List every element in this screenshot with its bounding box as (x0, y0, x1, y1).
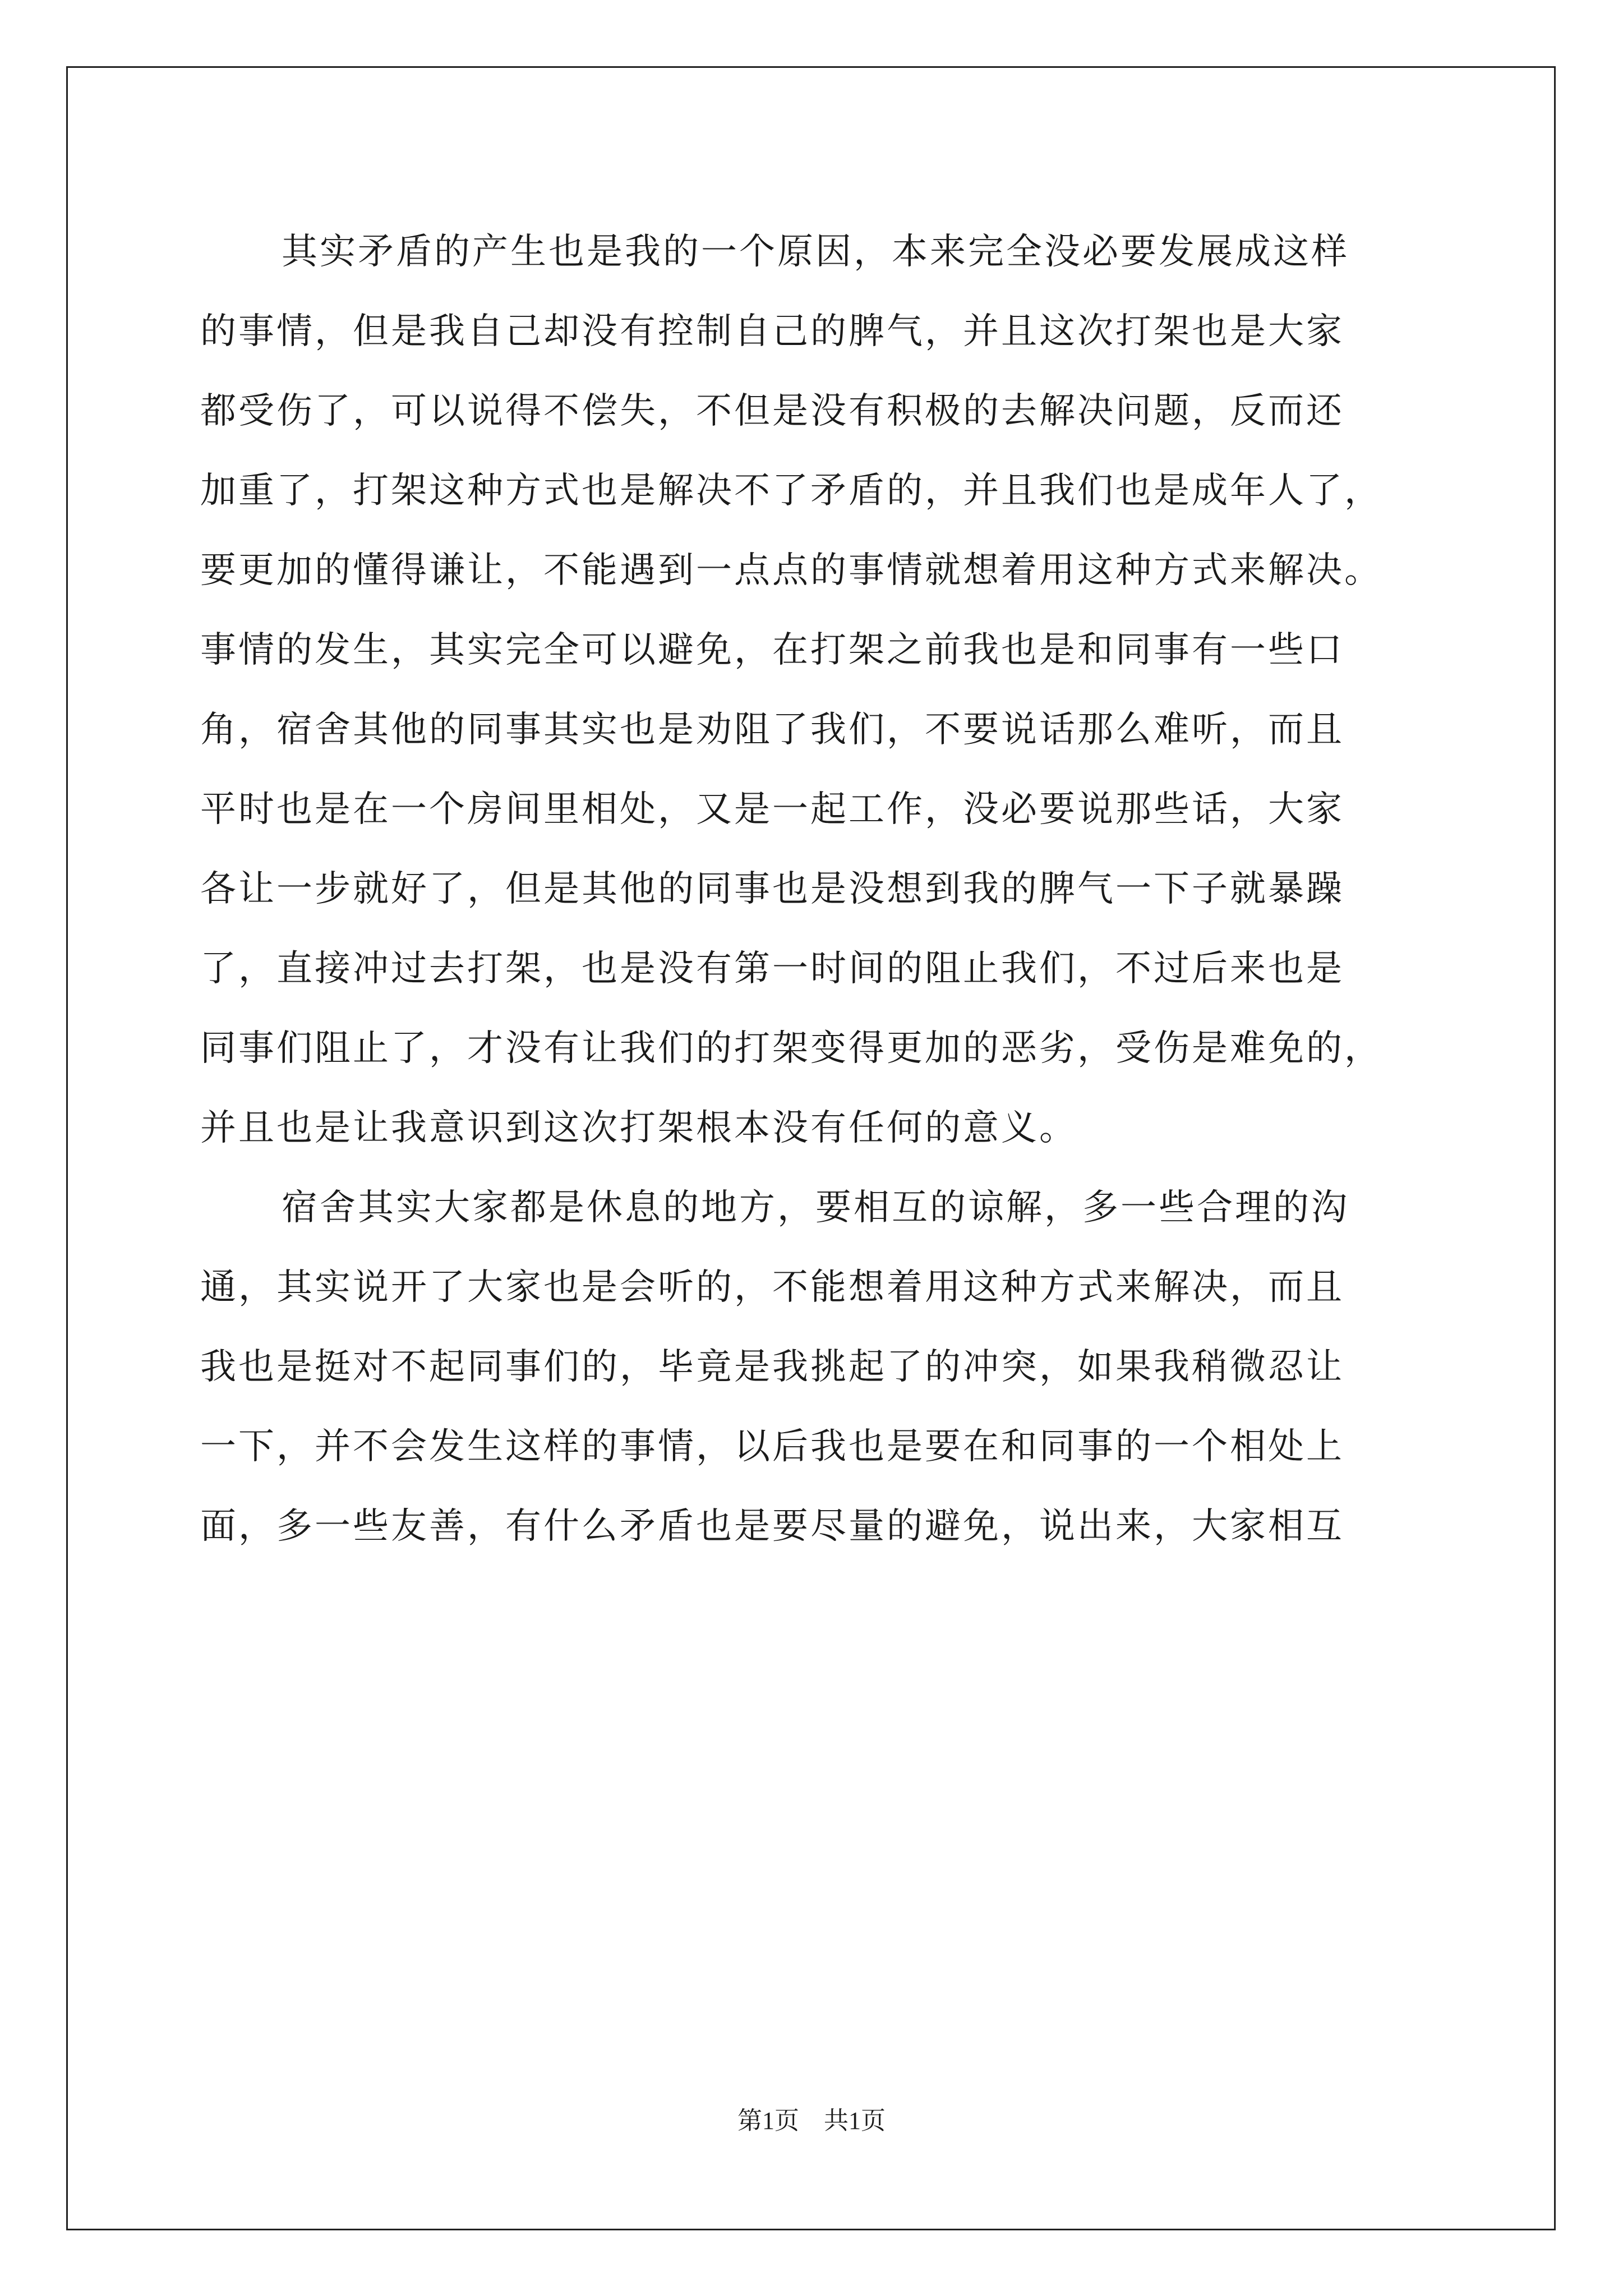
paragraph-1-line-7: 角，宿舍其他的同事其实也是劝阻了我们，不要说话那么难听，而且 (200, 709, 1344, 751)
paragraph-2-line-4: 一下，并不会发生这样的事情，以后我也是要在和同事的一个相处上 (200, 1426, 1344, 1467)
paragraph-1-line-6: 事情的发生，其实完全可以避免，在打架之前我也是和同事有一些口 (200, 629, 1344, 671)
paragraph-2-line-5: 面，多一些友善，有什么矛盾也是要尽量的避免，说出来，大家相互 (200, 1506, 1344, 1547)
paragraph-1-line-9: 各让一步就好了，但是其他的同事也是没想到我的脾气一下子就暴躁 (200, 868, 1344, 910)
paragraph-1-line-8: 平时也是在一个房间里相处，又是一起工作，没必要说那些话，大家 (200, 789, 1344, 830)
paragraph-1-line-11: 同事们阻止了，才没有让我们的打架变得更加的恶劣，受伤是难免的， (200, 1028, 1382, 1069)
page-footer (0, 2100, 1623, 2136)
paragraph-1-line-4: 加重了，打架这种方式也是解决不了矛盾的，并且我们也是成年人了， (200, 470, 1382, 512)
paragraph-1-line-1: 其实矛盾的产生也是我的一个原因，本来完全没必要发展成这样 (282, 231, 1349, 273)
paragraph-1-line-10: 了，直接冲过去打架，也是没有第一时间的阻止我们，不过后来也是 (200, 948, 1344, 990)
paragraph-1-line-12: 并且也是让我意识到这次打架根本没有任何的意义。 (200, 1107, 1077, 1149)
paragraph-2-line-3: 我也是挺对不起同事们的，毕竟是我挑起了的冲突，如果我稍微忍让 (200, 1346, 1344, 1388)
page-number-total: 共1页 (824, 2107, 886, 2134)
paragraph-1-line-3: 都受伤了，可以说得不偿失，不但是没有积极的去解决问题，反而还 (200, 390, 1344, 432)
paragraph-1-line-2: 的事情，但是我自己却没有控制自己的脾气，并且这次打架也是大家 (200, 311, 1344, 352)
page-number-current: 第1页 (737, 2107, 799, 2134)
document-body (200, 212, 1426, 1566)
paragraph-2-line-2: 通，其实说开了大家也是会听的，不能想着用这种方式来解决，而且 (200, 1267, 1344, 1308)
paragraph-2-line-1: 宿舍其实大家都是休息的地方，要相互的谅解，多一些合理的沟 (282, 1187, 1349, 1228)
paragraph-1-line-5: 要更加的懂得谦让，不能遇到一点点的事情就想着用这种方式来解决。 (200, 550, 1382, 591)
